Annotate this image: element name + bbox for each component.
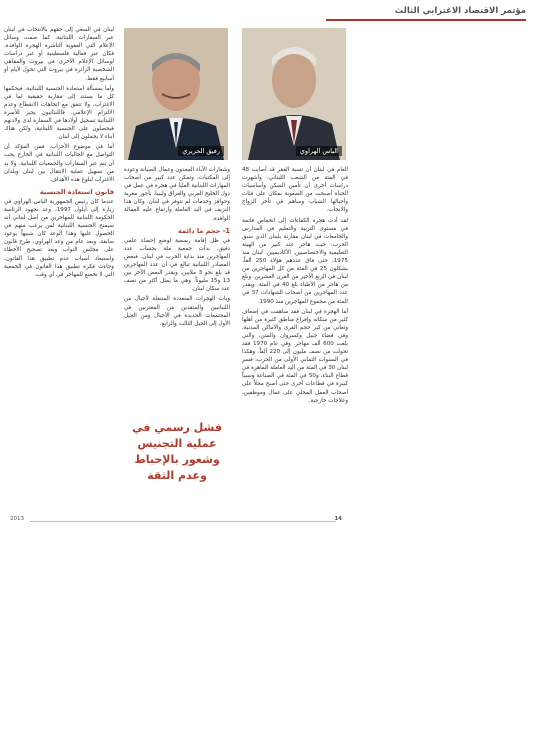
photo-hrawi <box>242 28 346 160</box>
paragraph: وبات الهجرات المتعددة المتنقلة لأجيال من اللبنانيين والمتقدين من المغتربين في المجتمعات الجديدة في الأجيال ومن الجيل الأول إلى الجيل الثالث والرابع. <box>124 296 230 327</box>
header-rule <box>326 19 526 21</box>
photo-caption: رفيق الحريري <box>178 146 224 156</box>
text-column-left <box>4 26 114 281</box>
paragraph: وأما بمسألة استعادة الجنسية اللبنانية، فيحكمها كل ما يستند إلى مقاربة حقيقية لما في الاغتراب، ولا تتفق مع اتجاهات الانقطاع وعدم الالتزام الإعلامي. فاللبنانيون يجيز للأسرة اللبنانية تسجيل أولادها في السفارة لدى ولادتهم فيحصلون على الجنسية اللبنانية، ولكن هناك أبناء لا يحملون إلى لبنان. <box>4 85 114 141</box>
paragraph: أما الهجرة في لبنان فقد ساهمت في إضعاف كثير من سكانه وإفراغ مناطق كثيرة من أهلها وتعاني من كبر حجم القرى والأماكن المدنية، وفي قضاء جبيل وكسروان والمتن، والتي بلغت 600 ألف مهاجر. وفي عام 1970 فقد تحولت من نصف مليون إلى 220 ألفاً. وهكذا في السنوات الثماني الأولى من الحرب، فسر لبنان 30 في المئة من اليد العاملة الماهرة في قطاع البناء، و50 في المئة في الصناعة وسبباً كبيرة في قطاعات أخرى حتى أصبح محلاً على أصحاب العمل المحلي على عمال وموظفين، وعلاجات خارجية. <box>242 308 349 404</box>
portrait-illustration <box>242 28 346 160</box>
page-footer <box>0 516 558 526</box>
page-year: 2013 <box>10 516 24 522</box>
paragraph: عندما كان رئيس الجمهورية الياس الهراوي في زيارة إلى أيلول 1997، وعد بجهود الرئاسة الحكومة اللبنانية للمهاجرين من أصل لبناني أنه سيمنح الجنسية اللبنانية لمن يرغب منهم في الحصول عليها وهذا الوعد كان شبيهاً بوعود سابقة. وبعد عام من وعد الهراوي، طرح قانون على مجلس النواب وبعد تصحيح الأخطاء واستبعاد أسباب عدم تطبيق هذا القانون، وجاءت فكرة تطبيق هذا القانون في الجمعية التي لا تخضع للمهاجر في أي وقت. <box>4 198 114 278</box>
text-column-right <box>242 166 348 407</box>
section-title: مؤتمر الاقتصاد الاغترابي الثالث <box>394 6 526 16</box>
text-column-middle <box>124 166 230 330</box>
portrait-illustration <box>124 28 228 160</box>
paragraph: لقد أدت هجرة الكفاءات إلى انخفاض قاتمة في مستوى التربية والتعليم في المدارس والجامعات في لبنان مقارنة بلبنان الذي سبق الحرب. حيث هاجر عدد كبير من الهيئة التعليمية والاختصاصيين. الأكاديميين. لبنان منذ 1975، حتى فاق عددهم هؤلاء 250 ألفاً، يشكلون 25 في المئة من كل المهاجرين من لبنان في الربع الأخير من القرن العشرين. وبلغ من هاجر من الأطباء بلغ 40 في المئة. ويقدر عدد المهاجرين من أصحاب الشهادات 37 في المئة من مجموع المهاجرين منذ 1990. <box>242 217 349 305</box>
paragraph: أما في موضوع الأحزاب، فمن المؤكد أن التواصل مع الجاليات اللبنانية في الخارج يجب أن يتم عبر السفارات والجمعيات اللبنانية. ولا بد من تسهيل عملية الانتقال بين لبنان وبلدان الاغتراب لبلوغ هذه الأهداف. <box>4 144 114 183</box>
section-header <box>326 6 526 21</box>
section-subhead: قانون استعادة الجنسية <box>39 187 114 196</box>
paragraph: العام في لبنان أن نسبة الفقر قد أصابت 48 في المئة من الشعب اللبناني. وأشهرت دراسات أخرى أن تأمين السكن وأساسيات الحياة أصبحت من الصعوبة بمكان على فئات وأجيالها الشباب وساهم في تأخر الزواج والانجاب. <box>242 167 348 214</box>
footer-rule <box>30 521 336 522</box>
photo-caption: الياس الهراوي <box>296 146 342 156</box>
pull-quote: فشل رسمي في عملية التجنيس وشعور بالإحباط وعدم الثقة <box>132 421 222 482</box>
paragraph: وشعارات الآباء المعدون وعمال الصيانة وعودة إلى المكتبات، وتمكن عدد كبير من أصحاب المهارات اللبنانية العليا في هجرة في عمل في دول الخليج العربي والعراق وليبيا، بأجور مغرية وحوافز وخدمات لم تتوفر في لبنان. وكان هذا النزيف في اليد العاملة وارتفاع عليه العمالة الوافدة. <box>124 167 230 222</box>
paragraph: في ظل إقامة رسمية لوضع إحصاء علمي دقيق، بدأت جمعية ملة بحساب عدد المهاجرين منذ بداية الحرب في لبنان. فبعض المصادر اللبنانية تبالغ في أن عدد المهاجرين قد بلغ نحو 3 ملايين، ويقدر البعض الآخر بين 13 و15 مليوناً. وهي ما يمثل أكثر من نصف عدد سكان لبنان. <box>124 237 231 293</box>
paragraph: لبنان في السعي إلى حقهم بالانتخاب في لبنان عبر السفارات اللبنانية، كما صمت وسائل الإعلام التي العفوية الناشرة الهجرة الوافدة. فكان عبر فعالية فلسطينية أو عبر دراسات لوسائل الإعلام الأخرى في بيروت والمقاهي الشخصية الزائرة في بيروت التي تحول لأيام أو أسابيع فقط. <box>4 27 114 82</box>
page-number: 14 <box>334 516 342 522</box>
photo-hariri <box>124 28 228 160</box>
section-subhead: 1- حجم ما دائمة <box>178 226 230 235</box>
